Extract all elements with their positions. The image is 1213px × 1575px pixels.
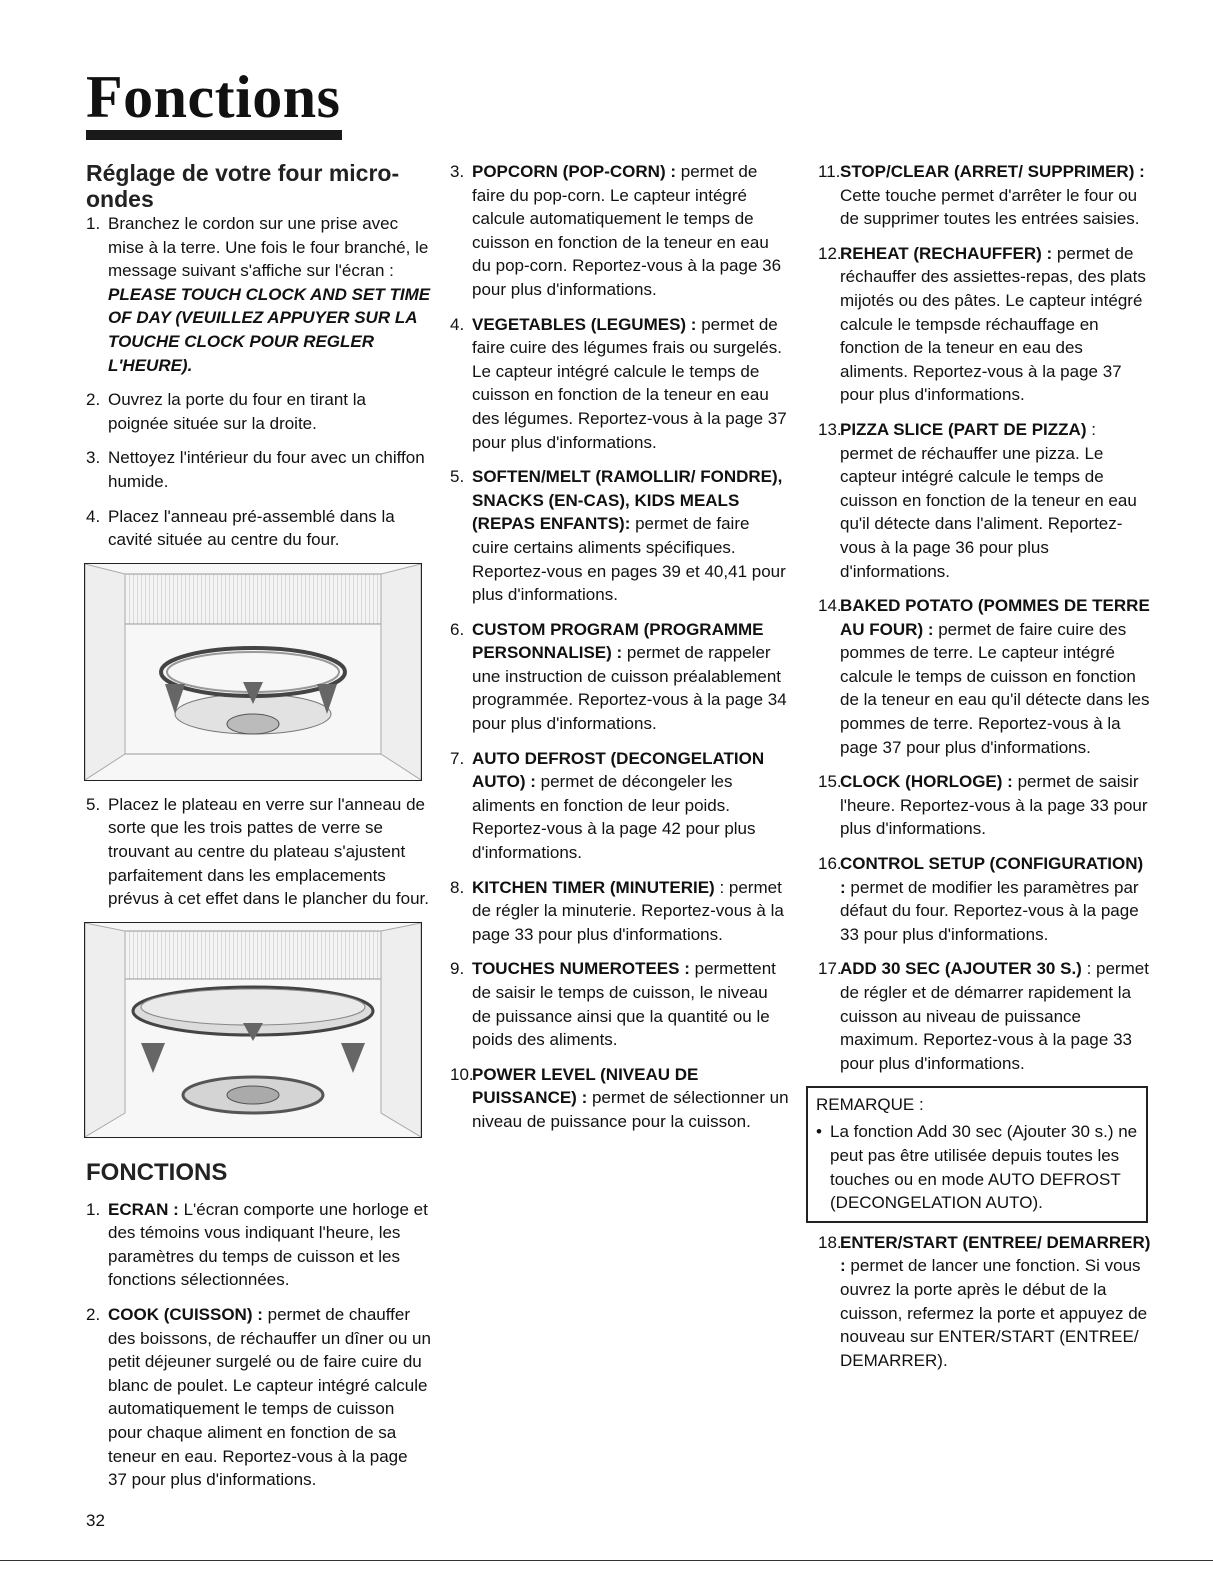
item-label: TOUCHES NUMEROTEES :	[472, 959, 690, 979]
item-label: POWER LEVEL (NIVEAU DE PUISSANCE) :	[472, 1064, 699, 1108]
step-text: Nettoyez l'intérieur du four avec un chiffon humide.	[108, 448, 425, 491]
item-label: CONTROL SETUP (CONFIGURATION) :	[840, 854, 1144, 897]
setup-step-3	[86, 446, 431, 493]
item-number: 1.	[86, 1199, 101, 1219]
function-item-3	[450, 160, 790, 302]
item-label: STOP/CLEAR (ARRET/ SUPPRIMER) :	[840, 162, 1145, 181]
item-number: 6.	[450, 619, 465, 639]
item-number: 12.	[818, 243, 842, 263]
function-item-10	[450, 1063, 790, 1134]
setup-step-1	[86, 212, 431, 377]
note-text	[816, 1120, 1138, 1214]
item-label: BAKED POTATO (POMMES DE TERRE AU FOUR) :	[840, 596, 1150, 639]
item-text: permet de faire cuire des légumes frais ou surgelés. Le capteur intégré calcule le temps de cuisson en fonction de la teneur en eau des légumes. Reportez-vous à la page 37 pour plus d'informations.	[472, 314, 787, 452]
function-item-9	[450, 957, 790, 1051]
function-item-1	[86, 1198, 431, 1292]
setup-heading: Réglage de votre four micro-ondes	[86, 160, 400, 212]
step-number: 3.	[86, 448, 101, 468]
title-rule	[86, 130, 342, 140]
illustration-ring-in-oven	[84, 563, 422, 781]
setup-steps	[86, 212, 431, 552]
function-item-5	[450, 465, 790, 607]
setup-step-4	[86, 505, 431, 552]
item-label: SOFTEN/MELT (RAMOLLIR/ FONDRE), SNACKS (EN-CAS), KIDS MEALS (REPAS ENFANTS):	[472, 467, 783, 534]
note-box	[806, 1086, 1148, 1222]
note-body: La fonction Add 30 sec (Ajouter 30 s.) ne peut pas être utilisée depuis toutes les touches ou en mode AUTO DEFROST (DECONGELATION AUTO).	[830, 1122, 1138, 1213]
function-item-8	[450, 876, 790, 947]
item-label: PIZZA SLICE (PART DE PIZZA)	[840, 419, 1087, 439]
functions-list-part-4	[818, 1231, 1153, 1373]
item-text: permet de faire cuire des pommes de terre. Le capteur intégré calcule le temps de cuisson en fonction de la teneur en eau qu'il détecte dans les pommes de terre. Reportez-vous à la page 37 pour plus d'informations.	[840, 619, 1150, 757]
setup-step-5	[86, 793, 431, 911]
function-item-12	[818, 242, 1153, 407]
item-label: REHEAT (RECHAUFFER) :	[840, 243, 1053, 263]
item-label: AUTO DEFROST (DECONGELATION AUTO) :	[472, 748, 765, 792]
bottom-rule	[0, 1560, 1213, 1561]
item-label: POPCORN (POP-CORN) :	[472, 162, 676, 181]
functions-list-part-3	[818, 160, 1153, 1075]
item-number: 8.	[450, 877, 465, 897]
item-number: 3.	[450, 162, 465, 181]
setup-steps-continued	[86, 793, 431, 911]
setup-step-2	[86, 388, 431, 435]
step-number: 1.	[86, 214, 101, 233]
item-text: L'écran comporte une horloge et des témoins vous indiquant l'heure, les paramètres du temps de cuisson et les fonctions sélectionnées.	[108, 1199, 428, 1290]
item-text: permet de saisir l'heure. Reportez-vous à la page 33 pour plus d'informations.	[840, 772, 1148, 839]
item-text: Cette touche permet d'arrêter le four ou de supprimer toutes les entrées saisies.	[840, 185, 1140, 229]
page-number: 32	[86, 1511, 105, 1530]
step-text: Placez le plateau en verre sur l'anneau de sorte que les trois pattes de verre se trouvant au centre du plateau s'ajustent parfaitement dans les emplacements prévus à cet effet dans le plancher du four.	[108, 794, 430, 909]
step-text: Placez l'anneau pré-assemblé dans la cavité située au centre du four.	[108, 506, 395, 550]
illustration-tray-in-oven	[84, 922, 422, 1138]
step-number: 2.	[86, 390, 101, 410]
column-left	[86, 160, 431, 1503]
item-text: permet de rappeler une instruction de cuisson préalablement programmée. Reportez-vous à la page 34 pour plus d'informations.	[472, 643, 787, 734]
function-item-7	[450, 747, 790, 865]
column-middle	[450, 160, 790, 1145]
tray-illustration-drawing	[85, 923, 421, 1137]
function-item-15	[818, 770, 1153, 841]
item-text: permet de décongeler les aliments en fonction de leur poids. Reportez-vous à la page 42 pour plus d'informations.	[472, 772, 756, 863]
item-number: 13.	[818, 419, 842, 439]
item-label: ECRAN :	[108, 1199, 179, 1219]
function-item-18	[818, 1231, 1153, 1373]
item-number: 7.	[450, 748, 465, 768]
item-number: 2.	[86, 1305, 101, 1325]
item-text: permet de modifier les paramètres par défaut du four. Reportez-vous à la page 33 pour plus d'informations.	[840, 877, 1139, 944]
item-number: 11.	[818, 162, 841, 181]
item-number: 4.	[450, 314, 465, 334]
item-number: 10.	[450, 1064, 474, 1084]
item-number: 5.	[450, 467, 465, 487]
functions-list-part-2	[450, 160, 790, 1134]
step-number: 4.	[86, 506, 101, 526]
item-label: CLOCK (HORLOGE) :	[840, 772, 1013, 792]
functions-list-part-1	[86, 1198, 431, 1492]
step-number: 5.	[86, 794, 101, 814]
ring-illustration-drawing	[85, 564, 421, 780]
item-number: 18.	[818, 1232, 842, 1252]
item-number: 17.	[818, 959, 842, 979]
item-number: 16.	[818, 854, 842, 874]
item-label: ADD 30 SEC (AJOUTER 30 S.)	[840, 959, 1082, 979]
function-item-14	[818, 594, 1153, 759]
item-text: permet de faire du pop-corn. Le capteur intégré calcule automatiquement le temps de cuisson en fonction de la teneur en eau du pop-corn. Reportez-vous à la page 36 pour plus d'informations.	[472, 162, 782, 299]
item-text: : permet de régler la minuterie. Reportez-vous à la page 33 pour plus d'informations.	[472, 877, 784, 944]
item-number: 14.	[818, 596, 842, 616]
page-title: Fonctions	[86, 64, 341, 130]
function-item-2	[86, 1303, 431, 1492]
function-item-16	[818, 852, 1153, 946]
item-number: 15.	[818, 772, 842, 792]
item-label: VEGETABLES (LEGUMES) :	[472, 314, 697, 334]
item-label: KITCHEN TIMER (MINUTERIE)	[472, 877, 715, 897]
step-text: Branchez le cordon sur une prise avec mise à la terre. Une fois le four branché, le message suivant s'affiche sur l'écran :	[108, 214, 429, 281]
item-label: CUSTOM PROGRAM (PROGRAMME PERSONNALISE) :	[472, 619, 764, 663]
display-message: PLEASE TOUCH CLOCK AND SET TIME OF DAY (VEUILLEZ APPUYER SUR LA TOUCHE CLOCK POUR REGLER L'HEURE).	[108, 284, 431, 375]
function-item-6	[450, 618, 790, 736]
item-label: ENTER/START (ENTREE/ DEMARRER) :	[840, 1232, 1151, 1276]
item-text: permet de faire cuire certains aliments spécifiques. Reportez-vous en pages 39 et 40,41 pour plus d'informations.	[472, 514, 786, 605]
function-item-11	[818, 160, 1153, 231]
function-item-17	[818, 957, 1153, 1075]
item-text: : permet de réchauffer une pizza. Le capteur intégré calcule le temps de cuisson en fonction de la teneur en eau qu'il détecte dans l'aliment. Reportez-vous à la page 36 pour plus d'informations.	[840, 419, 1137, 581]
item-text: permet de lancer une fonction. Si vous ouvrez la porte après le début de la cuisson, refermez la porte et appuyez de nouveau sur ENTER/START (ENTREE/ DEMARRER).	[840, 1256, 1148, 1370]
item-label: COOK (CUISSON) :	[108, 1305, 263, 1325]
functions-heading: FONCTIONS	[86, 1158, 228, 1186]
item-number: 9.	[450, 959, 465, 979]
step-text: Ouvrez la porte du four en tirant la poignée située sur la droite.	[108, 390, 366, 433]
item-text: permettent de saisir le temps de cuisson, le niveau de puissance ainsi que la quantité ou le poids des aliments.	[472, 959, 776, 1050]
item-text: : permet de régler et de démarrer rapidement la cuisson au niveau de puissance maximum. Reportez-vous à la page 33 pour plus d'informations.	[840, 959, 1149, 1073]
item-text: permet de réchauffer des assiettes-repas, des plats mijotés ou des pâtes. Le capteur intégré calcule le tempsde réchauffage en fonction de la teneur en eau des aliments. Reportez-vous à la page 37 pour plus d'informations.	[840, 243, 1146, 405]
function-item-4	[450, 313, 790, 455]
bullet-icon: •	[816, 1122, 822, 1142]
function-item-13	[818, 418, 1153, 583]
item-text: permet de sélectionner un niveau de puissance pour la cuisson.	[472, 1088, 789, 1131]
note-title: REMARQUE :	[816, 1095, 924, 1115]
column-right	[818, 160, 1153, 1383]
item-text: permet de chauffer des boissons, de réchauffer un dîner ou un petit déjeuner surgelé ou de faire cuire du blanc de poulet. Le capteur intégré calcule automatiquement le temps de cuisson pour chaque aliment en fonction de sa teneur en eau. Reportez-vous à la page 37 pour plus d'informations.	[108, 1305, 431, 1490]
